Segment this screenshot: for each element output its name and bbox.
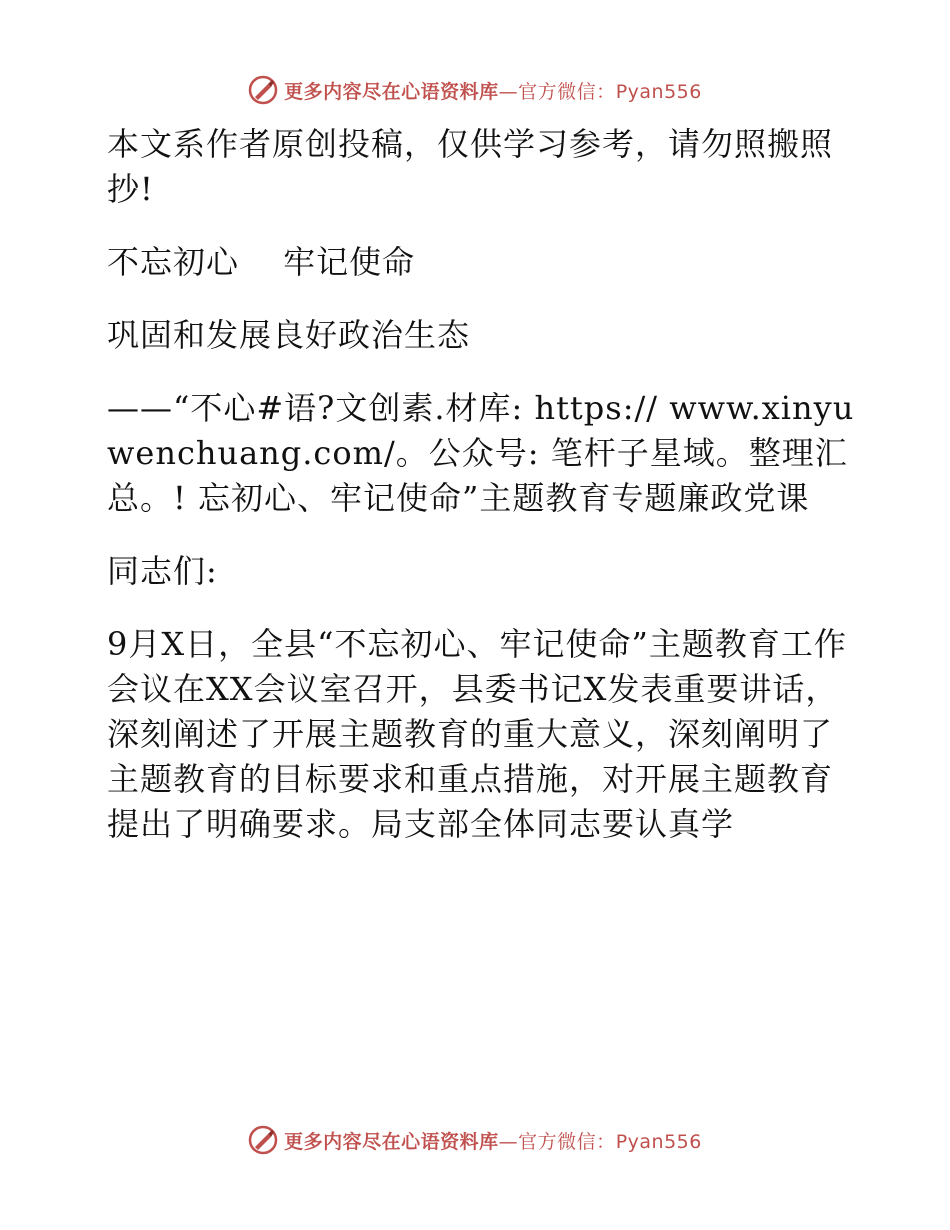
paragraph-title: 巩固和发展良好政治生态 <box>107 316 471 354</box>
paragraph-slogan: 不忘初心 牢记使命 <box>107 243 416 281</box>
header-banner-wechat: Pyan556 <box>615 80 702 103</box>
header-banner-separator: — <box>498 80 519 103</box>
footer-banner-title: 更多内容尽在心语资料库 <box>284 1130 499 1153</box>
footer-banner-official: 官方微信： <box>518 1130 616 1153</box>
paragraph-greeting: 同志们: <box>107 552 218 590</box>
paragraph-body: 9月X日，全县“不忘初心、牢记使命”主题教育工作会议在XX会议室召开，县委书记X发表重要讲话，深刻阐述了开展主题教育的重大意义，深刻阐明了主题教育的目标要求和重点措施，对开展主题教育提出了明确要求。局支部全体同志要认真学 <box>107 625 847 843</box>
document-body <box>97 122 857 875</box>
footer-banner-text <box>284 1127 702 1154</box>
pen-logo-icon <box>248 1125 278 1155</box>
footer-banner-separator: — <box>498 1130 519 1153</box>
footer-banner <box>0 1120 950 1160</box>
footer-banner-wechat: Pyan556 <box>615 1130 702 1153</box>
header-banner <box>0 70 950 110</box>
header-banner-title: 更多内容尽在心语资料库 <box>284 80 499 103</box>
paragraph-disclaimer: 本文系作者原创投稿，仅供学习参考，请勿照搬照抄! <box>107 125 834 208</box>
pen-logo-icon <box>248 75 278 105</box>
header-banner-text <box>284 77 702 104</box>
paragraph-subtitle: ——“不心#语?文创素.材库: https:// www.xinyuwenchuang.com/。公众号: 笔杆子星域。整理汇总。! 忘初心、牢记使命”主题教育专题廉政党课 <box>107 389 855 517</box>
header-banner-official: 官方微信： <box>518 80 616 103</box>
